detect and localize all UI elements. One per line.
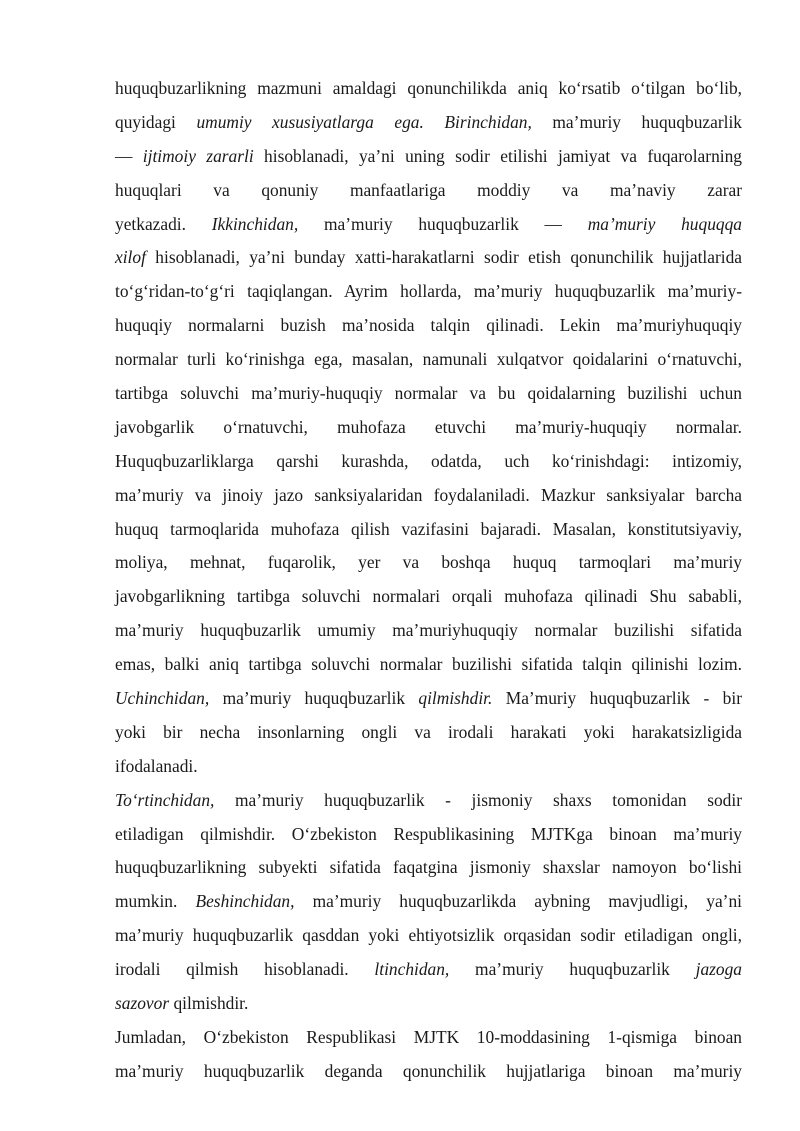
text-line <box>115 72 742 106</box>
text-segment: hisoblanadi, ya’ni uning sodir etilishi jamiyat va fuqarolarning <box>253 145 742 166</box>
italic-text: Ikkinchidan, <box>211 213 299 234</box>
text-line <box>115 377 742 411</box>
text-segment: moliya, mehnat, fuqarolik, yer va boshqa huquq tarmoqlari ma’muriy <box>115 552 742 573</box>
text-line <box>115 241 742 275</box>
text-line <box>115 174 742 208</box>
text-segment: huquq tarmoqlarida muhofaza qilish vazifasini bajaradi. Masalan, konstitutsiyaviy, <box>115 518 742 539</box>
text-line <box>115 885 742 919</box>
text-line <box>115 818 742 852</box>
italic-text: ijtimoiy zararli <box>142 145 254 166</box>
italic-text: Uchinchidan, <box>115 688 210 709</box>
text-segment: yoki bir necha insonlarning ongli va irodali harakati yoki harakatsizligida <box>115 721 742 742</box>
text-segment: ma’muriy huquqbuzarlik — <box>298 213 588 234</box>
text-segment: huquqbuzarlikning mazmuni amaldagi qonunchilikda aniq ko‘rsatib o‘tilgan bo‘lib, <box>115 78 742 98</box>
text-segment: quyidagi <box>115 111 197 132</box>
italic-text: jazoga <box>695 959 742 980</box>
text-segment: etiladigan qilmishdir. O‘zbekiston Respublikasining MJTKga binoan ma’muriy <box>115 823 742 844</box>
text-line <box>115 784 742 818</box>
italic-text: Beshinchidan, <box>195 891 295 912</box>
text-line <box>115 546 742 580</box>
text-segment: huquqlari va qonuniy manfaatlariga moddiy va ma’naviy zarar <box>115 179 742 200</box>
text-segment: huquqiy normalarni buzish ma’nosida talqin qilinadi. Lekin ma’muriyhuquqiy <box>115 315 742 336</box>
italic-text: sazovor <box>115 993 170 1014</box>
text-line <box>115 716 742 750</box>
text-segment: ma’muriy huquqbuzarlik umumiy ma’muriyhuquqiy normalar buzilishi sifatida <box>115 620 742 641</box>
text-segment: ma’muriy huquqbuzarlik qasddan yoki ehtiyotsizlik orqasidan sodir etiladigan ongli, <box>115 925 742 946</box>
text-segment: ma’muriy huquqbuzarlikda aybning mavjudligi, ya’ni <box>294 891 742 912</box>
text-line <box>115 851 742 885</box>
text-segment: javobgarlikning tartibga soluvchi normalari orqali muhofaza qilinadi Shu sababli, <box>115 586 742 607</box>
text-line <box>115 750 742 784</box>
text-segment: ma’muriy huquqbuzarlik <box>531 111 743 132</box>
text-line <box>115 1021 742 1055</box>
text-segment: ma’muriy huquqbuzarlik <box>449 959 696 980</box>
text-segment: tartibga soluvchi ma’muriy-huquqiy normalar va bu qoidalarning buzilishi uchun <box>115 383 742 404</box>
text-line <box>115 1055 742 1089</box>
text-segment: hisoblanadi, ya’ni bunday xatti-harakatlarni sodir etish qonunchilik hujjatlarida <box>145 247 742 268</box>
text-segment: ma’muriy va jinoiy jazo sanksiyalaridan foydalaniladi. Mazkur sanksiyalar barcha <box>115 484 742 505</box>
text-line <box>115 648 742 682</box>
text-line <box>115 682 742 716</box>
text-segment: ifodalanadi. <box>115 755 198 776</box>
text-line <box>115 479 742 513</box>
text-line <box>115 343 742 377</box>
italic-text: ma’muriy huquqqa <box>587 213 742 234</box>
document-page <box>115 72 742 1089</box>
text-segment: ma’muriy huquqbuzarlik - jismoniy shaxs tomonidan sodir <box>214 789 742 810</box>
italic-text: To‘rtinchidan, <box>115 789 215 810</box>
text-line <box>115 208 742 242</box>
text-line <box>115 275 742 309</box>
text-segment: normalar turli ko‘rinishga ega, masalan, namunali xulqatvor qoidalarini o‘rnatuvchi, <box>115 349 742 370</box>
text-segment: ma’muriy huquqbuzarlik <box>209 688 419 709</box>
text-line <box>115 513 742 547</box>
text-segment: Huquqbuzarliklarga qarshi kurashda, odatda, uch ko‘rinishdagi: intizomiy, <box>115 450 742 471</box>
text-segment: huquqbuzarlikning subyekti sifatida faqatgina jismoniy shaxslar namoyon bo‘lishi <box>115 857 742 878</box>
italic-text: qilmishdir. <box>418 688 493 709</box>
text-segment: — <box>115 145 143 166</box>
text-segment: qilmishdir. <box>169 993 249 1014</box>
text-line <box>115 580 742 614</box>
text-segment: ma’muriy huquqbuzarlik deganda qonunchilik hujjatlariga binoan ma’muriy <box>115 1060 742 1081</box>
text-line <box>115 140 742 174</box>
text-segment: javobgarlik o‘rnatuvchi, muhofaza etuvchi ma’muriy-huquqiy normalar. <box>115 416 742 437</box>
text-line <box>115 987 742 1021</box>
text-segment: to‘g‘ridan-to‘g‘ri taqiqlangan. Ayrim hollarda, ma’muriy huquqbuzarlik ma’muriy- <box>115 281 742 302</box>
text-segment: yetkazadi. <box>115 213 212 234</box>
text-line <box>115 309 742 343</box>
text-segment: Jumladan, O‘zbekiston Respublikasi MJTK 10-moddasining 1-qismiga binoan <box>115 1026 742 1047</box>
italic-text: ltinchidan, <box>374 959 450 980</box>
text-line <box>115 411 742 445</box>
text-line <box>115 106 742 140</box>
text-segment: mumkin. <box>115 891 196 912</box>
text-line <box>115 919 742 953</box>
text-segment: emas, balki aniq tartibga soluvchi normalar buzilishi sifatida talqin qilinishi lozim. <box>115 654 742 675</box>
text-segment: irodali qilmish hisoblanadi. <box>115 959 375 980</box>
text-line <box>115 445 742 479</box>
body-text <box>115 72 742 1089</box>
text-segment: Ma’muriy huquqbuzarlik - bir <box>492 688 742 709</box>
text-line <box>115 614 742 648</box>
italic-text: umumiy xususiyatlarga ega. Birinchidan, <box>196 111 532 132</box>
text-line <box>115 953 742 987</box>
italic-text: xilof <box>115 247 146 268</box>
